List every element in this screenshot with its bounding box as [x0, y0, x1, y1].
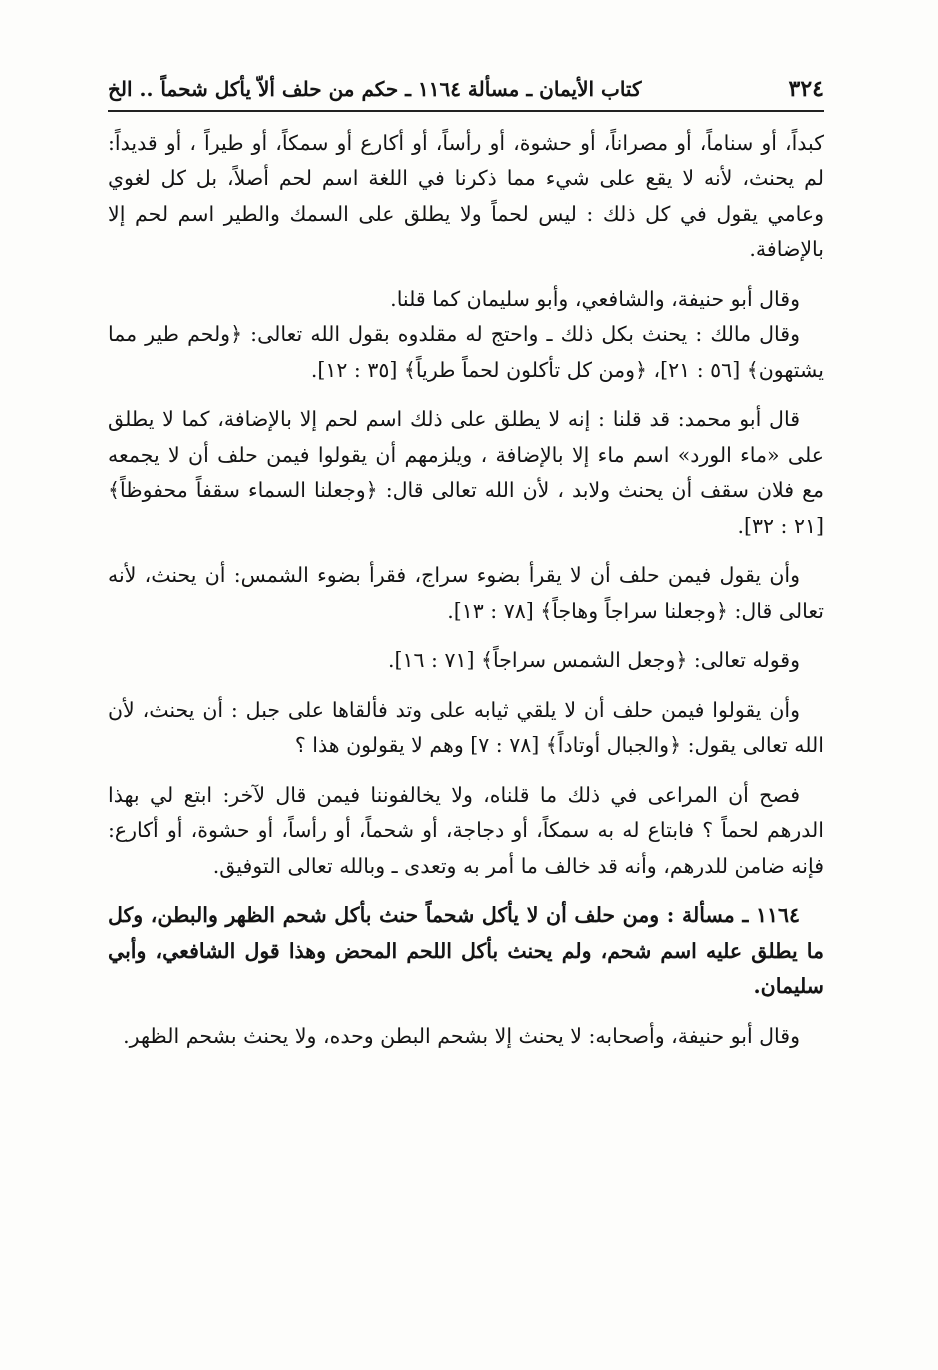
paragraph: وقال أبو حنيفة، وأصحابه: لا يحنث إلا بشحم البطن وحده، ولا يحنث بشحم الظهر.: [123, 1023, 800, 1048]
paragraph: وقال أبو حنيفة، والشافعي، وأبو سليمان كما قلنا.: [390, 286, 800, 311]
paragraph: قال أبو محمد: قد قلنا : إنه لا يطلق على ذلك اسم لحم إلا بالإضافة، كما لا يطلق على «ماء الورد» اسم ماء إلا بالإضافة ، ويلزمهم أن يقولوا فيمن حلف أن لا يجمعه مع فلان سقف أن يحنث ولابد ، لأن الله تعالى قال: ﴿وجعلنا السماء سقفاً محفوظاً﴾ [٢١ : ٣٢].: [108, 407, 824, 538]
paragraph: وأن يقولوا فيمن حلف أن لا يلقي ثيابه على وتد فألقاها على جبل : أن يحنث، لأن الله تعالى يقول: ﴿والجبال أوتاداً﴾ [٧٨ : ٧] وهم لا يقولون هذا ؟: [108, 697, 824, 757]
page-number: ٣٢٤: [788, 76, 824, 102]
page-header: [108, 68, 824, 110]
running-title: كتاب الأيمان ـ مسألة ١١٦٤ ـ حكم من حلف ألاّ يأكل شحماً .. الخ: [108, 77, 642, 101]
header-rule: [108, 110, 824, 112]
paragraph: فصح أن المراعى في ذلك ما قلناه، ولا يخالفوننا فيمن قال لآخر: ابتع لي بهذا الدرهم لحماً ؟ فابتاع له به سمكاً، أو دجاجة، أو شحماً، أو رأساً، أو حشوة، أو أكارع: فإنه ضامن للدرهم، وأنه قد خالف ما أمر به وتعدى ـ وبالله تعالى التوفيق.: [108, 782, 824, 878]
page-body: [108, 126, 824, 1055]
book-page: [108, 68, 824, 1348]
masala-paragraph: ١١٦٤ ـ مسألة : ومن حلف أن لا يأكل شحماً حنث بأكل شحم الظهر والبطن، وكل ما يطلق عليه اسم شحم، ولم يحنث بأكل اللحم المحض وهذا قول الشافعي، وأبي سليمان.: [108, 903, 824, 998]
paragraph: كبداً، أو سناماً، أو مصراناً، أو حشوة، أو رأساً، أو أكارع أو سمكاً، أو طيراً ، أو قديداً: لم يحنث، لأنه لا يقع على شيء مما ذكرنا في اللغة اسم لحم أصلاً، بل كل لغوي وعامي يقول في كل ذلك : ليس لحماً ولا يطلق على السمك والطير اسم لحم إلا بالإضافة.: [108, 130, 824, 261]
paragraph: وقوله تعالى: ﴿وجعل الشمس سراجاً﴾ [٧١ : ١٦].: [387, 648, 800, 672]
paragraph: وقال مالك : يحنث بكل ذلك ـ واحتج له مقلدوه بقول الله تعالى: ﴿ولحم طير مما يشتهون﴾ [٥٦ : ٢١]، ﴿ومن كل تأكلون لحماً طرياً﴾ [٣٥ : ١٢].: [108, 322, 824, 382]
paragraph: وأن يقول فيمن حلف أن لا يقرأ بضوء سراج، فقرأ بضوء الشمس: أن يحنث، لأنه تعالى قال: ﴿وجعلنا سراجاً وهاجاً﴾ [٧٨ : ١٣].: [108, 563, 824, 623]
